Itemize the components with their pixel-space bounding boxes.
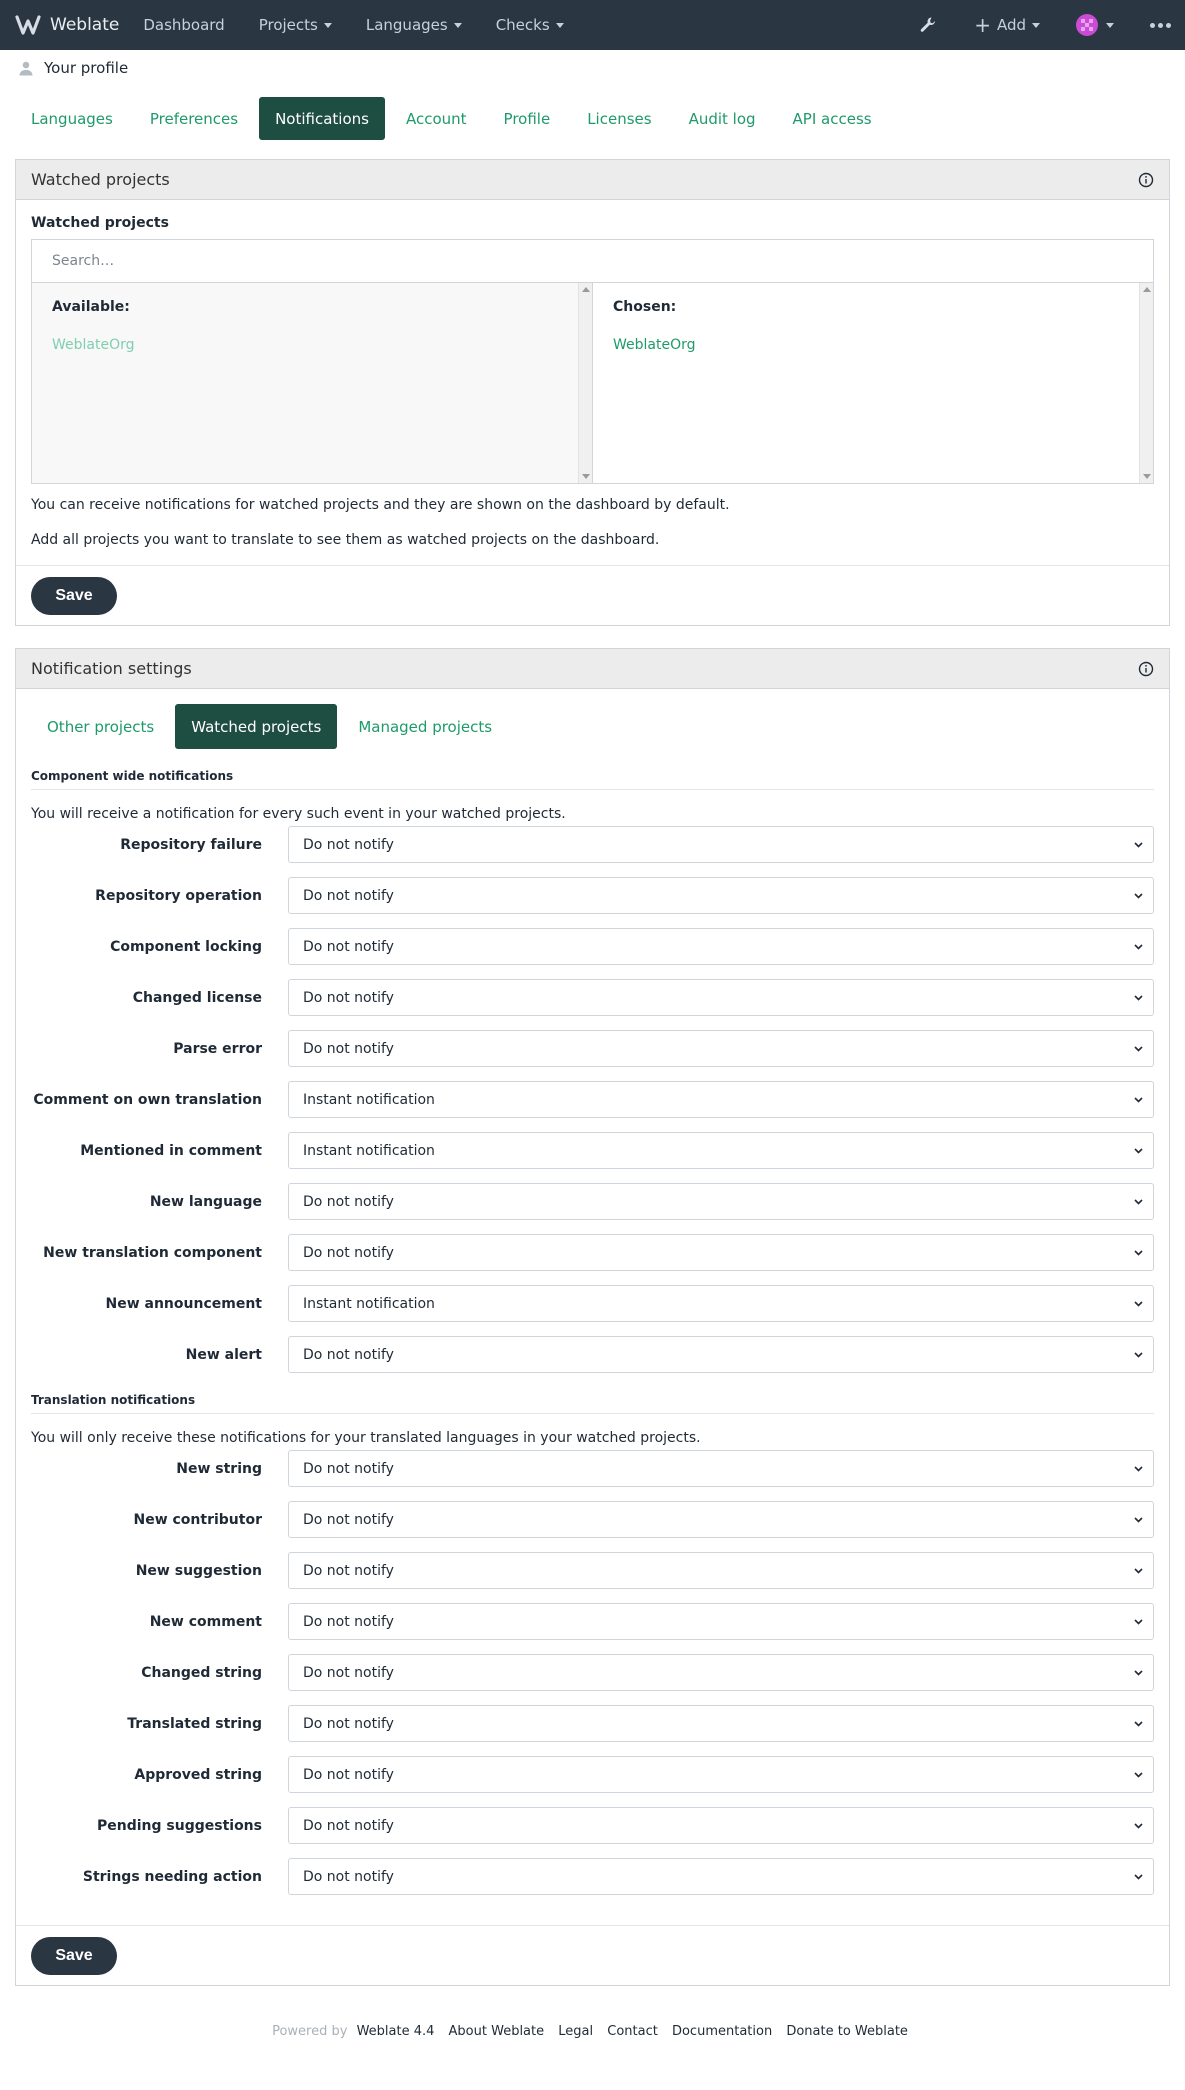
breadcrumb-label[interactable]: Your profile bbox=[44, 59, 129, 77]
notification-frequency-select[interactable] bbox=[288, 1336, 1154, 1373]
caret-down-icon bbox=[1106, 23, 1114, 28]
panel-title: Watched projects bbox=[31, 170, 170, 189]
select-value: Do not notify bbox=[303, 1460, 394, 1477]
footer-link-documentation[interactable]: Documentation bbox=[671, 2024, 773, 2040]
notification-row bbox=[31, 1756, 1154, 1793]
wrench-icon[interactable] bbox=[918, 15, 938, 35]
notification-label: Comment on own translation bbox=[33, 1091, 262, 1108]
select-value: Instant notification bbox=[303, 1091, 435, 1108]
project-selector bbox=[31, 282, 1154, 484]
notification-label: Mentioned in comment bbox=[80, 1142, 262, 1159]
notification-row bbox=[31, 877, 1154, 914]
notification-frequency-select[interactable] bbox=[288, 1081, 1154, 1118]
tab-audit-log[interactable]: Audit log bbox=[688, 109, 756, 128]
notification-row bbox=[31, 1336, 1154, 1373]
select-value: Do not notify bbox=[303, 1817, 394, 1834]
chevron-down-icon bbox=[1134, 1197, 1143, 1206]
notification-frequency-select[interactable] bbox=[288, 1807, 1154, 1844]
chevron-down-icon bbox=[1134, 1719, 1143, 1728]
nav-projects-label: Projects bbox=[258, 16, 318, 34]
translation-notification-rows bbox=[31, 1450, 1154, 1895]
tab-api-access[interactable]: API access bbox=[792, 109, 872, 128]
notification-label: Strings needing action bbox=[82, 1868, 262, 1885]
available-list[interactable] bbox=[32, 283, 593, 483]
chevron-down-icon bbox=[1134, 1350, 1143, 1359]
select-value: Do not notify bbox=[303, 938, 394, 955]
nav-languages-label: Languages bbox=[365, 16, 448, 34]
field-label: Watched projects bbox=[31, 215, 169, 231]
chevron-down-icon bbox=[1134, 1515, 1143, 1524]
notification-frequency-select[interactable] bbox=[288, 1132, 1154, 1169]
add-label: Add bbox=[996, 16, 1026, 34]
tab-profile[interactable]: Profile bbox=[503, 109, 551, 128]
select-value: Do not notify bbox=[303, 1664, 394, 1681]
profile-tabs bbox=[0, 97, 1185, 140]
caret-down-icon bbox=[454, 23, 462, 28]
notification-frequency-select[interactable] bbox=[288, 877, 1154, 914]
notification-frequency-select[interactable] bbox=[288, 1654, 1154, 1691]
search-input[interactable]: Search… bbox=[31, 239, 1154, 282]
section-title: Component wide notifications bbox=[31, 769, 1154, 790]
select-value: Do not notify bbox=[303, 1511, 394, 1528]
chevron-down-icon bbox=[1134, 1464, 1143, 1473]
notification-row bbox=[31, 979, 1154, 1016]
more-dots-icon[interactable] bbox=[1150, 23, 1171, 28]
user-menu[interactable] bbox=[1076, 14, 1114, 36]
panel-title: Notification settings bbox=[31, 659, 192, 679]
nav-dashboard[interactable] bbox=[143, 16, 224, 34]
notification-frequency-select[interactable] bbox=[288, 1450, 1154, 1487]
caret-down-icon bbox=[324, 23, 332, 28]
tab-managed-projects[interactable]: Managed projects bbox=[358, 717, 493, 736]
navbar-right bbox=[882, 14, 1171, 36]
notification-label: Pending suggestions bbox=[97, 1817, 262, 1834]
chosen-list[interactable] bbox=[593, 283, 1153, 483]
notification-row bbox=[31, 1858, 1154, 1895]
notification-frequency-select[interactable] bbox=[288, 1552, 1154, 1589]
notification-frequency-select[interactable] bbox=[288, 1234, 1154, 1271]
tab-other-projects[interactable]: Other projects bbox=[47, 717, 155, 736]
chevron-down-icon bbox=[1134, 840, 1143, 849]
tab-licenses[interactable]: Licenses bbox=[587, 109, 652, 128]
component-notification-rows bbox=[31, 826, 1154, 1373]
notification-scope-tabs bbox=[31, 704, 1154, 749]
chevron-down-icon bbox=[1134, 891, 1143, 900]
notification-label: Changed license bbox=[132, 989, 262, 1006]
breadcrumb bbox=[0, 50, 1185, 86]
select-value: Do not notify bbox=[303, 1244, 394, 1261]
notification-settings-panel bbox=[15, 648, 1170, 1986]
select-value: Do not notify bbox=[303, 887, 394, 904]
powered-by-text: Powered by bbox=[272, 2024, 348, 2040]
list-item[interactable]: WeblateOrg bbox=[52, 337, 135, 353]
notification-frequency-select[interactable] bbox=[288, 1030, 1154, 1067]
nav-checks-label: Checks bbox=[495, 16, 550, 34]
list-item[interactable]: WeblateOrg bbox=[613, 337, 696, 353]
chevron-down-icon bbox=[1134, 1821, 1143, 1830]
chevron-down-icon bbox=[1134, 1044, 1143, 1053]
select-value: Do not notify bbox=[303, 1868, 394, 1885]
chosen-title: Chosen: bbox=[613, 299, 677, 315]
notification-frequency-select[interactable] bbox=[288, 1756, 1154, 1793]
footer-link-about[interactable]: About Weblate bbox=[448, 2024, 545, 2040]
section-description: You will receive a notification for every such event in your watched projects. bbox=[31, 806, 566, 823]
nav-projects[interactable] bbox=[259, 16, 332, 34]
notification-frequency-select[interactable] bbox=[288, 1858, 1154, 1895]
notification-label: New suggestion bbox=[135, 1562, 262, 1579]
notification-row bbox=[31, 1654, 1154, 1691]
scrollbar[interactable] bbox=[1139, 283, 1153, 483]
avatar-icon bbox=[1076, 14, 1098, 36]
page-footer bbox=[0, 2024, 1185, 2039]
footer-link-version[interactable]: Weblate 4.4 bbox=[356, 2024, 435, 2040]
help-text: Add all projects you want to translate to see them as watched projects on the dashboard. bbox=[31, 531, 660, 548]
panel-heading bbox=[16, 649, 1169, 689]
chevron-down-icon bbox=[1134, 942, 1143, 951]
available-title: Available: bbox=[52, 299, 130, 315]
notification-label: New contributor bbox=[133, 1511, 262, 1528]
add-menu[interactable] bbox=[974, 15, 1040, 35]
select-value: Do not notify bbox=[303, 1613, 394, 1630]
panel-body bbox=[16, 200, 1169, 565]
plus-icon: + bbox=[974, 13, 991, 37]
footer-link-legal[interactable]: Legal bbox=[558, 2024, 594, 2040]
notification-frequency-select[interactable] bbox=[288, 1501, 1154, 1538]
top-navbar bbox=[0, 0, 1185, 50]
save-button[interactable]: Save bbox=[31, 577, 117, 615]
select-value: Do not notify bbox=[303, 1346, 394, 1363]
notification-frequency-select[interactable] bbox=[288, 826, 1154, 863]
notification-frequency-select[interactable] bbox=[288, 1603, 1154, 1640]
notification-label: New translation component bbox=[43, 1244, 262, 1261]
chevron-down-icon bbox=[1134, 1770, 1143, 1779]
info-icon[interactable] bbox=[1138, 172, 1154, 188]
notification-label: New language bbox=[149, 1193, 262, 1210]
panel-body bbox=[16, 689, 1169, 1910]
chevron-down-icon bbox=[1134, 1617, 1143, 1626]
notification-row bbox=[31, 1501, 1154, 1538]
chevron-down-icon bbox=[1134, 1299, 1143, 1308]
notification-label: Changed string bbox=[141, 1664, 262, 1681]
tab-notifications[interactable]: Notifications bbox=[259, 97, 385, 140]
select-value: Do not notify bbox=[303, 1766, 394, 1783]
section-description: You will only receive these notifications for your translated languages in your watched projects. bbox=[31, 1430, 701, 1447]
notification-row bbox=[31, 826, 1154, 863]
watched-projects-panel bbox=[15, 159, 1170, 626]
notification-label: New alert bbox=[185, 1346, 262, 1363]
person-icon bbox=[18, 60, 34, 76]
info-icon[interactable] bbox=[1138, 661, 1154, 677]
chevron-down-icon bbox=[1134, 1668, 1143, 1677]
notification-label: Repository failure bbox=[120, 836, 262, 853]
notification-label: New announcement bbox=[105, 1295, 262, 1312]
caret-down-icon bbox=[556, 23, 564, 28]
notification-label: New comment bbox=[149, 1613, 262, 1630]
scrollbar[interactable] bbox=[578, 283, 592, 483]
notification-row bbox=[31, 1552, 1154, 1589]
notification-row bbox=[31, 1132, 1154, 1169]
panel-footer bbox=[16, 565, 1169, 625]
save-button[interactable]: Save bbox=[31, 1937, 117, 1975]
notification-row bbox=[31, 1603, 1154, 1640]
nav-checks[interactable] bbox=[496, 16, 564, 34]
brand-name: Weblate bbox=[50, 15, 120, 35]
select-value: Do not notify bbox=[303, 1715, 394, 1732]
tab-languages[interactable]: Languages bbox=[31, 109, 113, 128]
select-value: Do not notify bbox=[303, 1562, 394, 1579]
tab-watched-projects[interactable]: Watched projects bbox=[175, 704, 337, 749]
notification-label: Repository operation bbox=[95, 887, 262, 904]
notification-frequency-select[interactable] bbox=[288, 928, 1154, 965]
notification-label: New string bbox=[176, 1460, 262, 1477]
tab-preferences[interactable]: Preferences bbox=[149, 109, 239, 128]
help-text: You can receive notifications for watched projects and they are shown on the dashboard by default. bbox=[31, 497, 730, 513]
panel-heading bbox=[16, 160, 1169, 200]
notification-row bbox=[31, 1081, 1154, 1118]
footer-link-donate[interactable]: Donate to Weblate bbox=[786, 2024, 908, 2040]
notification-row bbox=[31, 1234, 1154, 1271]
footer-link-contact[interactable]: Contact bbox=[607, 2024, 658, 2040]
weblate-logo-icon bbox=[14, 11, 42, 39]
chevron-down-icon bbox=[1134, 1872, 1143, 1881]
notification-frequency-select[interactable] bbox=[288, 1183, 1154, 1220]
chevron-down-icon bbox=[1134, 993, 1143, 1002]
chevron-down-icon bbox=[1134, 1566, 1143, 1575]
notification-label: Component locking bbox=[110, 938, 262, 955]
notification-label: Approved string bbox=[134, 1766, 262, 1783]
section-title: Translation notifications bbox=[31, 1393, 1154, 1414]
notification-row bbox=[31, 1183, 1154, 1220]
notification-row bbox=[31, 928, 1154, 965]
select-value: Instant notification bbox=[303, 1142, 435, 1159]
select-value: Do not notify bbox=[303, 989, 394, 1006]
select-value: Instant notification bbox=[303, 1295, 435, 1312]
notification-row bbox=[31, 1450, 1154, 1487]
chevron-down-icon bbox=[1134, 1248, 1143, 1257]
notification-frequency-select[interactable] bbox=[288, 979, 1154, 1016]
notification-row bbox=[31, 1030, 1154, 1067]
brand-link[interactable] bbox=[14, 11, 119, 39]
notification-label: Parse error bbox=[173, 1040, 262, 1057]
panel-footer bbox=[16, 1925, 1169, 1985]
select-value: Do not notify bbox=[303, 836, 394, 853]
notification-label: Translated string bbox=[127, 1715, 262, 1732]
notification-frequency-select[interactable] bbox=[288, 1705, 1154, 1742]
tab-account[interactable]: Account bbox=[405, 109, 467, 128]
notification-row bbox=[31, 1807, 1154, 1844]
chevron-down-icon bbox=[1134, 1095, 1143, 1104]
nav-dashboard-label: Dashboard bbox=[143, 16, 225, 34]
select-value: Do not notify bbox=[303, 1040, 394, 1057]
chevron-down-icon bbox=[1134, 1146, 1143, 1155]
caret-down-icon bbox=[1032, 23, 1040, 28]
select-value: Do not notify bbox=[303, 1193, 394, 1210]
nav-languages[interactable] bbox=[366, 16, 462, 34]
notification-frequency-select[interactable] bbox=[288, 1285, 1154, 1322]
notification-row bbox=[31, 1285, 1154, 1322]
notification-row bbox=[31, 1705, 1154, 1742]
